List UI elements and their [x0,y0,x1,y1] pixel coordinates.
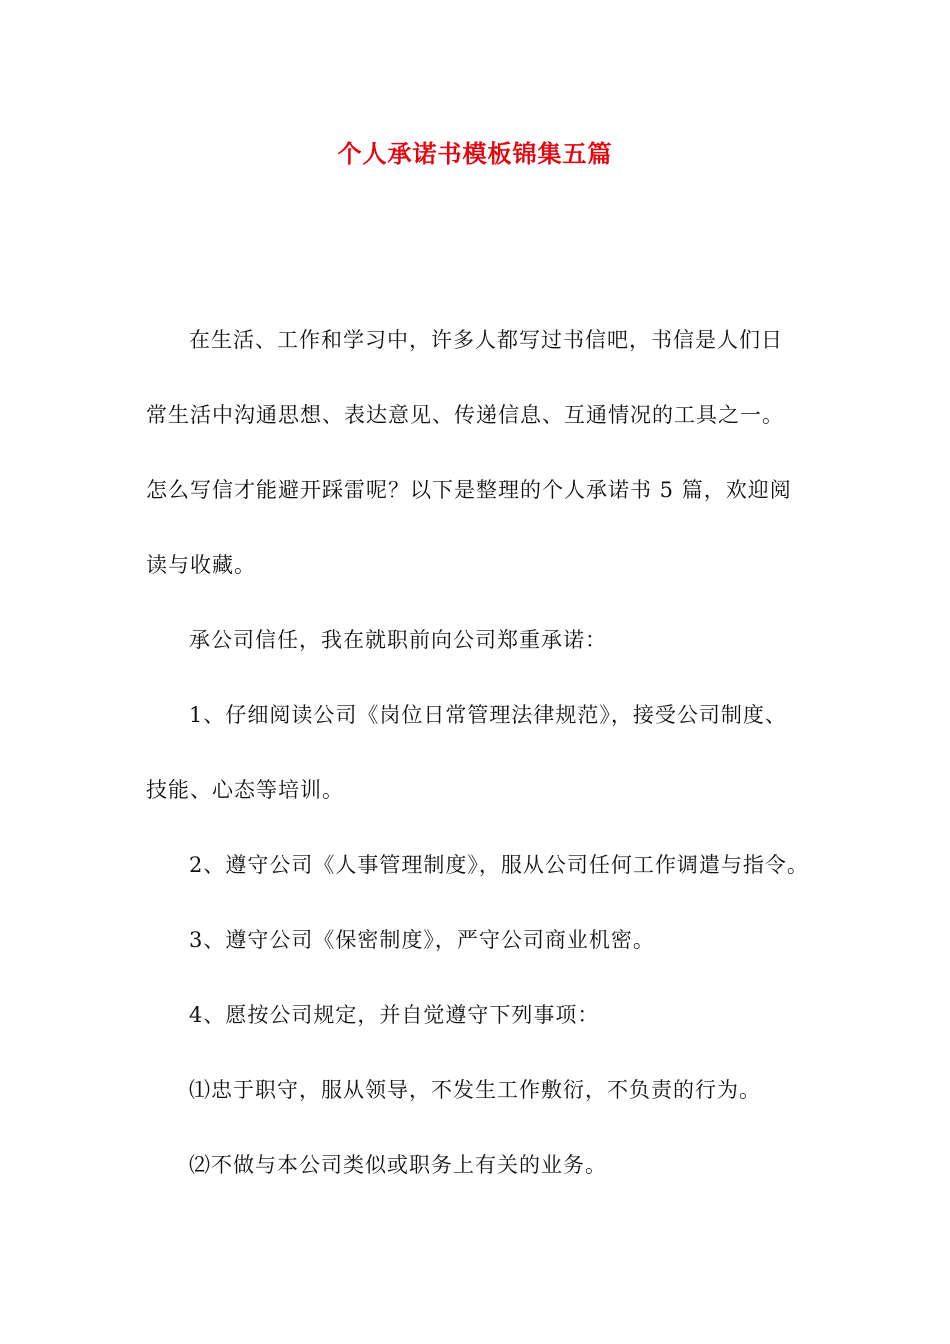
intro-line-2: 常生活中沟通思想、表达意见、传递信息、互通情况的工具之一。 [146,403,784,427]
intro-line-3: 怎么写信才能避开踩雷呢？以下是整理的个人承诺书 5 篇，欢迎阅 [146,478,792,502]
intro-line-4: 读与收藏。 [146,553,256,577]
commitment-subitem-2: ⑵不做与本公司类似或职务上有关的业务。 [189,1153,607,1177]
commitment-item-1-cont: 技能、心态等培训。 [146,778,344,802]
intro-line-1: 在生活、工作和学习中，许多人都写过书信吧，书信是人们日 [189,328,783,352]
commitment-item-2: 2、遵守公司《人事管理制度》，服从公司任何工作调遣与指令。 [189,853,809,877]
document-title: 个人承诺书模板锦集五篇 [337,139,613,168]
commitment-subitem-1: ⑴忠于职守，服从领导，不发生工作敷衍，不负责的行为。 [189,1078,761,1102]
commitment-item-4: 4、愿按公司规定，并自觉遵守下列事项： [189,1003,600,1027]
commitment-opening: 承公司信任，我在就职前向公司郑重承诺： [189,628,607,652]
commitment-item-3: 3、遵守公司《保密制度》，严守公司商业机密。 [189,928,655,952]
commitment-item-1: 1、仔细阅读公司《岗位日常管理法律规范》，接受公司制度、 [189,703,787,727]
